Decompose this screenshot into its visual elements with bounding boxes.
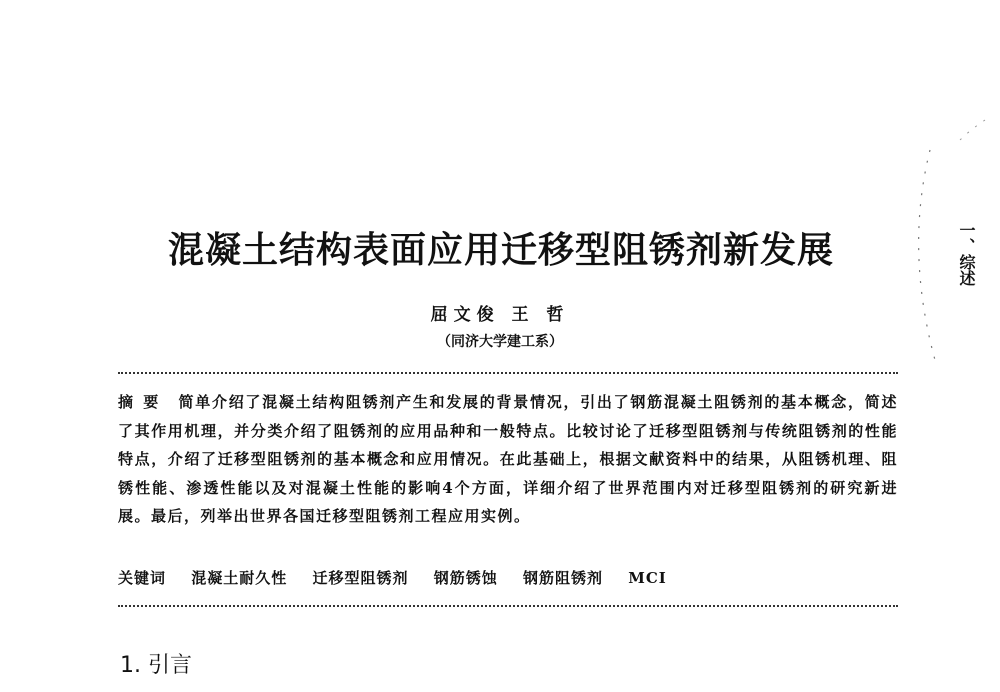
keyword-item: 钢筋锈蚀 <box>433 569 498 587</box>
keyword-item: 迁移型阻锈剂 <box>312 569 409 587</box>
keyword-item: 混凝土耐久性 <box>191 569 288 587</box>
keywords-line <box>118 567 898 588</box>
keyword-item: MCI <box>628 569 667 587</box>
paper-title: 混凝土结构表面应用迁移型阻锈剂新发展 <box>168 229 835 271</box>
side-section-note: 一、综述 <box>957 222 976 286</box>
abstract-label: 摘要 <box>118 393 169 411</box>
top-dotted-rule <box>118 372 898 374</box>
bottom-dotted-rule <box>118 605 898 607</box>
section-heading: 1. 引言 <box>120 653 192 678</box>
abstract-text: 简单介绍了混凝土结构阻锈剂产生和发展的背景情况，引出了钢筋混凝土阻锈剂的基本概念，简述了其作用机理，并分类介绍了阻锈剂的应用品种和一般特点。比较讨论了迁移型阻锈剂与传统阻锈剂的性能特点，介绍了迁移型阻锈剂的基本概念和应用情况。在此基础上，根据文献资料中的结果，从阻锈机理、阻锈性能、渗透性能以及对混凝土性能的影响4个方面，详细介绍了世界范围内对迁移型阻锈剂的研究新进展。最后，列举出世界各国迁移型阻锈剂工程应用实例。 <box>118 393 898 525</box>
paper-authors: 屈文俊 王 哲 <box>430 305 570 325</box>
abstract-block <box>118 388 898 531</box>
keyword-item: 钢筋阻锈剂 <box>523 569 604 587</box>
paper-affiliation: （同济大学建工系） <box>437 334 563 350</box>
keywords-label: 关键词 <box>118 569 167 587</box>
